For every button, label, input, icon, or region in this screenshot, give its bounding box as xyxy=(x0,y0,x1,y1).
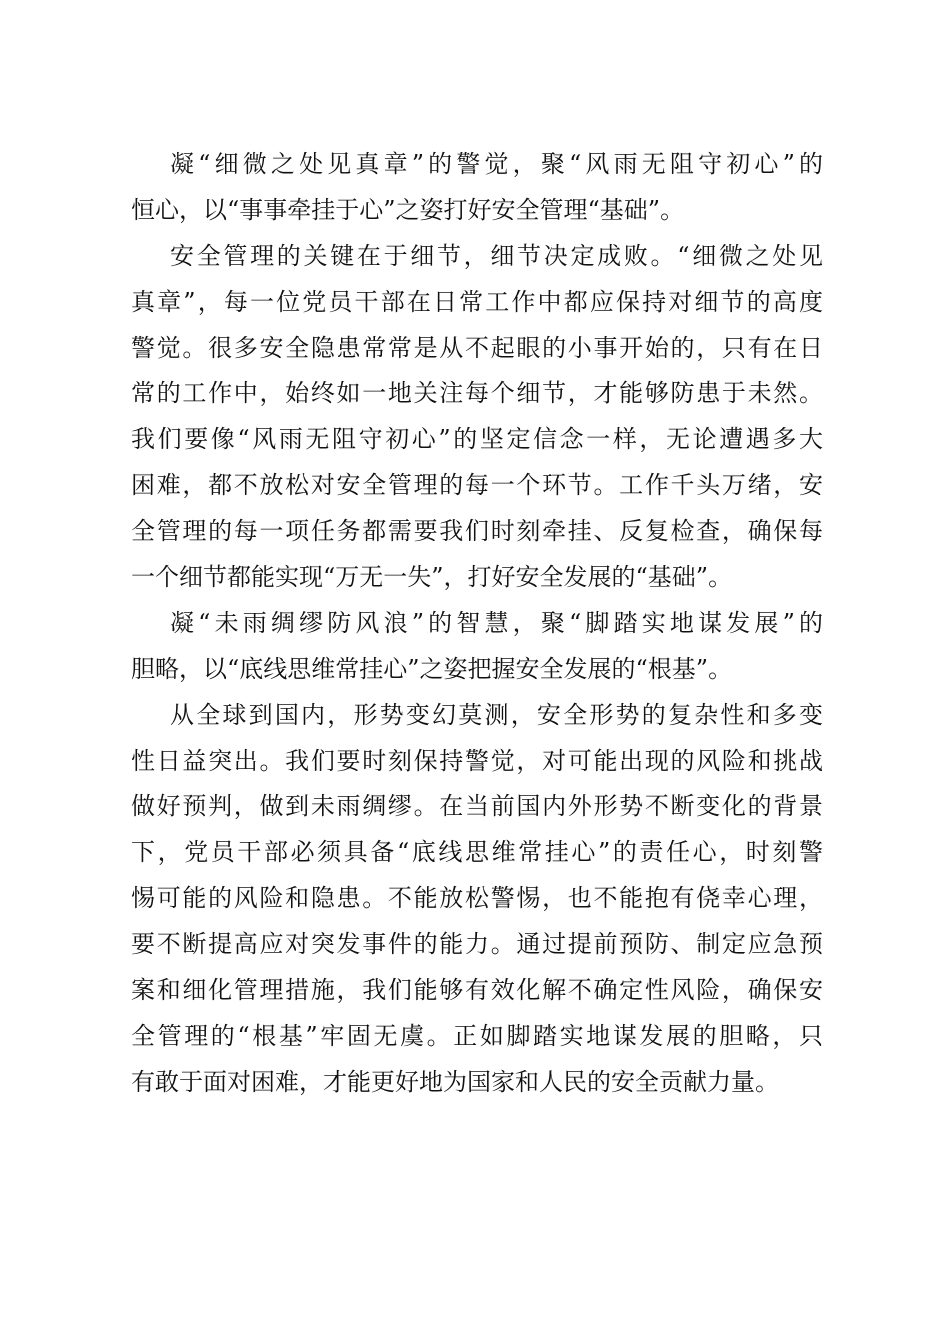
paragraph-line: 常的工作中，始终如一地关注每个细节，才能够防患于未然。 xyxy=(131,379,823,408)
paragraph-line: 真章”，每一位党员干部在日常工作中都应保持对细节的高度 xyxy=(131,287,823,316)
paragraph-line: 惕可能的风险和隐患。不能放松警惕，也不能抱有侥幸心理， xyxy=(131,884,823,913)
paragraph-line: 困难，都不放松对安全管理的每一个环节。工作千头万绪，安 xyxy=(131,471,823,500)
paragraph xyxy=(131,142,823,234)
paragraph-line: 凝“未雨绸缪防风浪”的智慧，聚“脚踏实地谋发展”的 xyxy=(170,608,823,637)
paragraph-line: 要不断提高应对突发事件的能力。通过提前预防、制定应急预 xyxy=(131,930,823,959)
paragraph xyxy=(131,693,823,1106)
paragraph-line: 从全球到国内，形势变幻莫测，安全形势的复杂性和多变 xyxy=(170,700,823,729)
paragraph-line: 全管理的每一项任务都需要我们时刻牵挂、反复检查，确保每 xyxy=(131,517,823,546)
paragraph-line: 警觉。很多安全隐患常常是从不起眼的小事开始的，只有在日 xyxy=(131,333,823,362)
paragraph xyxy=(131,234,823,601)
paragraph-line: 做好预判，做到未雨绸缪。在当前国内外形势不断变化的背景 xyxy=(131,792,823,821)
paragraph-line: 下，党员干部必须具备“底线思维常挂心”的责任心，时刻警 xyxy=(131,838,823,867)
paragraph-line: 我们要像“风雨无阻守初心”的坚定信念一样，无论遭遇多大 xyxy=(131,425,823,454)
paragraph-line: 一个细节都能实现“万无一失”，打好安全发展的“基础”。 xyxy=(131,563,733,592)
paragraph-line: 胆略，以“底线思维常挂心”之姿把握安全发展的“根基”。 xyxy=(131,654,733,683)
paragraph-line: 凝“细微之处见真章”的警觉，聚“风雨无阻守初心”的 xyxy=(170,150,823,178)
paragraph-line: 案和细化管理措施，我们能够有效化解不确定性风险，确保安 xyxy=(131,976,823,1005)
paragraph-line: 恒心，以“事事牵挂于心”之姿打好安全管理“基础”。 xyxy=(131,195,685,224)
paragraph-line: 全管理的“根基”牢固无虞。正如脚踏实地谋发展的胆略，只 xyxy=(131,1021,823,1050)
paragraph-line: 性日益突出。我们要时刻保持警觉，对可能出现的风险和挑战 xyxy=(131,746,823,775)
paragraph-line: 安全管理的关键在于细节，细节决定成败。“细微之处见 xyxy=(170,241,823,270)
document-page xyxy=(131,142,823,1106)
paragraph-line: 有敢于面对困难，才能更好地为国家和人民的安全贡献力量。 xyxy=(131,1067,779,1096)
paragraph xyxy=(131,601,823,693)
